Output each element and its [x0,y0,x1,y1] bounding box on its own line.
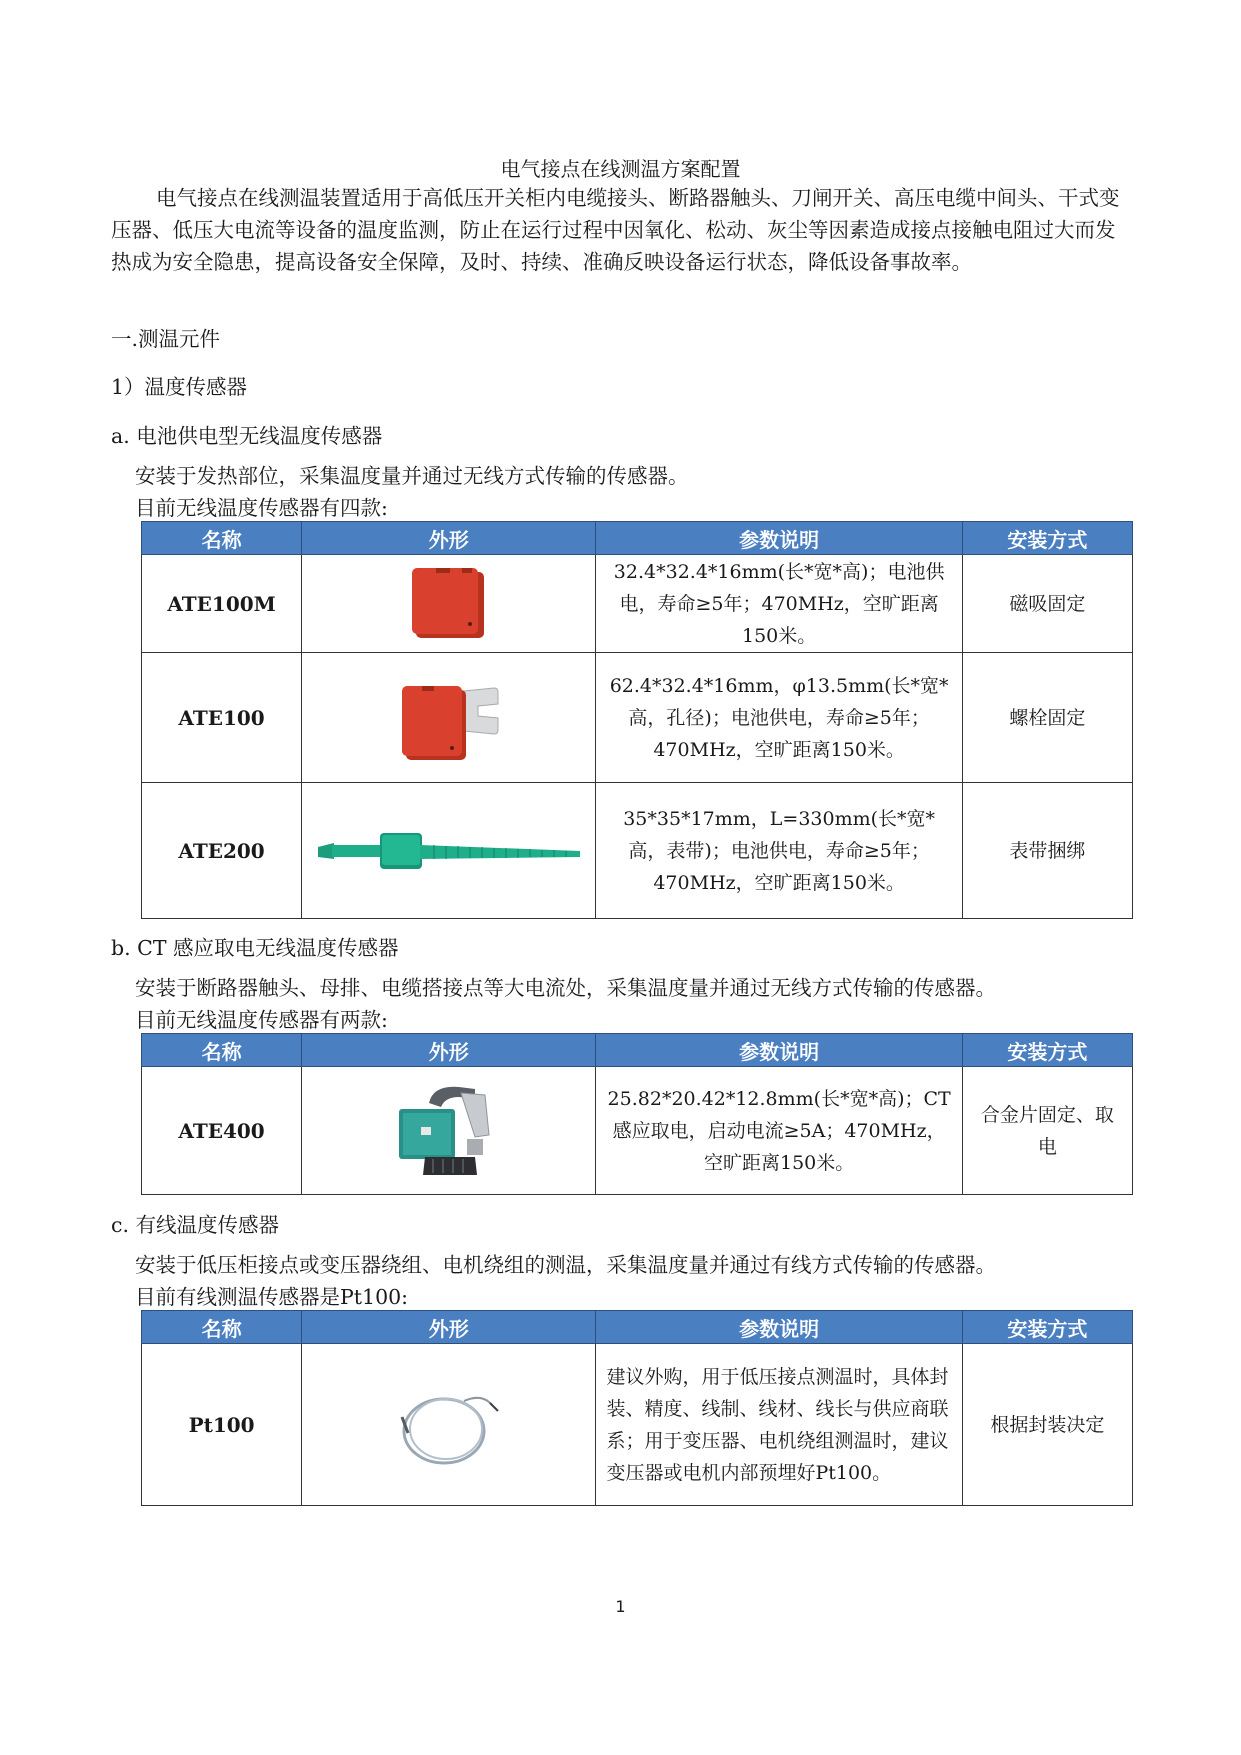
header-name: 名称 [142,522,302,555]
header-shape: 外形 [302,522,596,555]
header-shape: 外形 [302,1311,596,1344]
intro-paragraph: 电气接点在线测温装置适用于高低压开关柜内电缆接头、断路器触头、刀闸开关、高压电缆中间头、干式变压器、低压大电流等设备的温度监测，防止在运行过程中因氧化、松动、灰尘等因素造成接点接触电阻过大而发热成为安全隐患，提高设备安全保障，及时、持续、准确反映设备运行状态，降低设备事故率。 [111,186,1120,274]
table-ct-sensors [141,1033,1133,1195]
red-square-sensor-icon [404,562,494,646]
heading-c: c. 有线温度传感器 [111,1213,280,1237]
product-image [302,783,596,919]
ct-clamp-sensor-icon [389,1079,509,1183]
header-params: 参数说明 [596,522,962,555]
install-method: 根据封装决定 [962,1344,1132,1506]
product-name: ATE400 [142,1067,302,1195]
product-params: 25.82*20.42*12.8mm(长*宽*高)；CT感应取电，启动电流≥5A；470MHz，空旷距离150米。 [596,1067,962,1195]
header-name: 名称 [142,1034,302,1067]
table-header-row [142,1034,1133,1067]
page-number: 1 [615,1597,626,1616]
desc-a2: 目前无线温度传感器有四款: [135,496,388,520]
desc-b1: 安装于断路器触头、母排、电缆搭接点等大电流处，采集温度量并通过无线方式传输的传感器。 [135,976,996,1000]
table-header-row [142,1311,1133,1344]
product-params: 35*35*17mm，L=330mm(长*宽*高，表带)；电池供电，寿命≥5年；470MHz，空旷距离150米。 [596,783,962,919]
header-install: 安装方式 [962,1034,1132,1067]
subsection-heading: 1）温度传感器 [111,375,248,399]
table-header-row [142,522,1133,555]
section-heading: 一.测温元件 [111,327,221,351]
install-method: 螺栓固定 [962,653,1132,783]
heading-a: a. 电池供电型无线温度传感器 [111,424,383,448]
table-wired-sensors [141,1310,1133,1506]
heading-b: b. CT 感应取电无线温度传感器 [111,936,399,960]
desc-a1: 安装于发热部位，采集温度量并通过无线方式传输的传感器。 [135,464,689,488]
desc-c2: 目前有线测温传感器是Pt100: [135,1285,409,1309]
header-install: 安装方式 [962,522,1132,555]
desc-c1: 安装于低压柜接点或变压器绕组、电机绕组的测温，采集温度量并通过有线方式传输的传感器。 [135,1253,996,1277]
product-name: ATE100M [142,555,302,653]
table-row [142,653,1133,783]
green-strap-sensor-icon [314,821,584,881]
product-image [302,1344,596,1506]
coiled-cable-probe-icon [394,1377,504,1473]
product-image [302,555,596,653]
page-title: 电气接点在线测温方案配置 [500,157,741,181]
header-params: 参数说明 [596,1311,962,1344]
header-shape: 外形 [302,1034,596,1067]
product-name: Pt100 [142,1344,302,1506]
install-method: 表带捆绑 [962,783,1132,919]
table-row [142,1067,1133,1195]
product-params: 32.4*32.4*16mm(长*宽*高)；电池供电，寿命≥5年；470MHz，空旷距离150米。 [596,555,962,653]
desc-b2: 目前无线温度传感器有两款: [135,1008,388,1032]
product-name: ATE200 [142,783,302,919]
product-params: 62.4*32.4*16mm，φ13.5mm(长*宽*高，孔径)；电池供电，寿命≥5年；470MHz，空旷距离150米。 [596,653,962,783]
install-method: 磁吸固定 [962,555,1132,653]
table-row [142,555,1133,653]
product-name: ATE100 [142,653,302,783]
red-sensor-with-lug-icon [394,670,504,766]
product-params: 建议外购，用于低压接点测温时，具体封装、精度、线制、线材、线长与供应商联系；用于变压器、电机绕组测温时，建议变压器或电机内部预埋好Pt100。 [596,1344,962,1506]
table-row [142,1344,1133,1506]
product-image [302,653,596,783]
header-install: 安装方式 [962,1311,1132,1344]
header-params: 参数说明 [596,1034,962,1067]
product-image [302,1067,596,1195]
table-battery-sensors [141,521,1133,919]
header-name: 名称 [142,1311,302,1344]
table-row [142,783,1133,919]
install-method: 合金片固定、取电 [962,1067,1132,1195]
